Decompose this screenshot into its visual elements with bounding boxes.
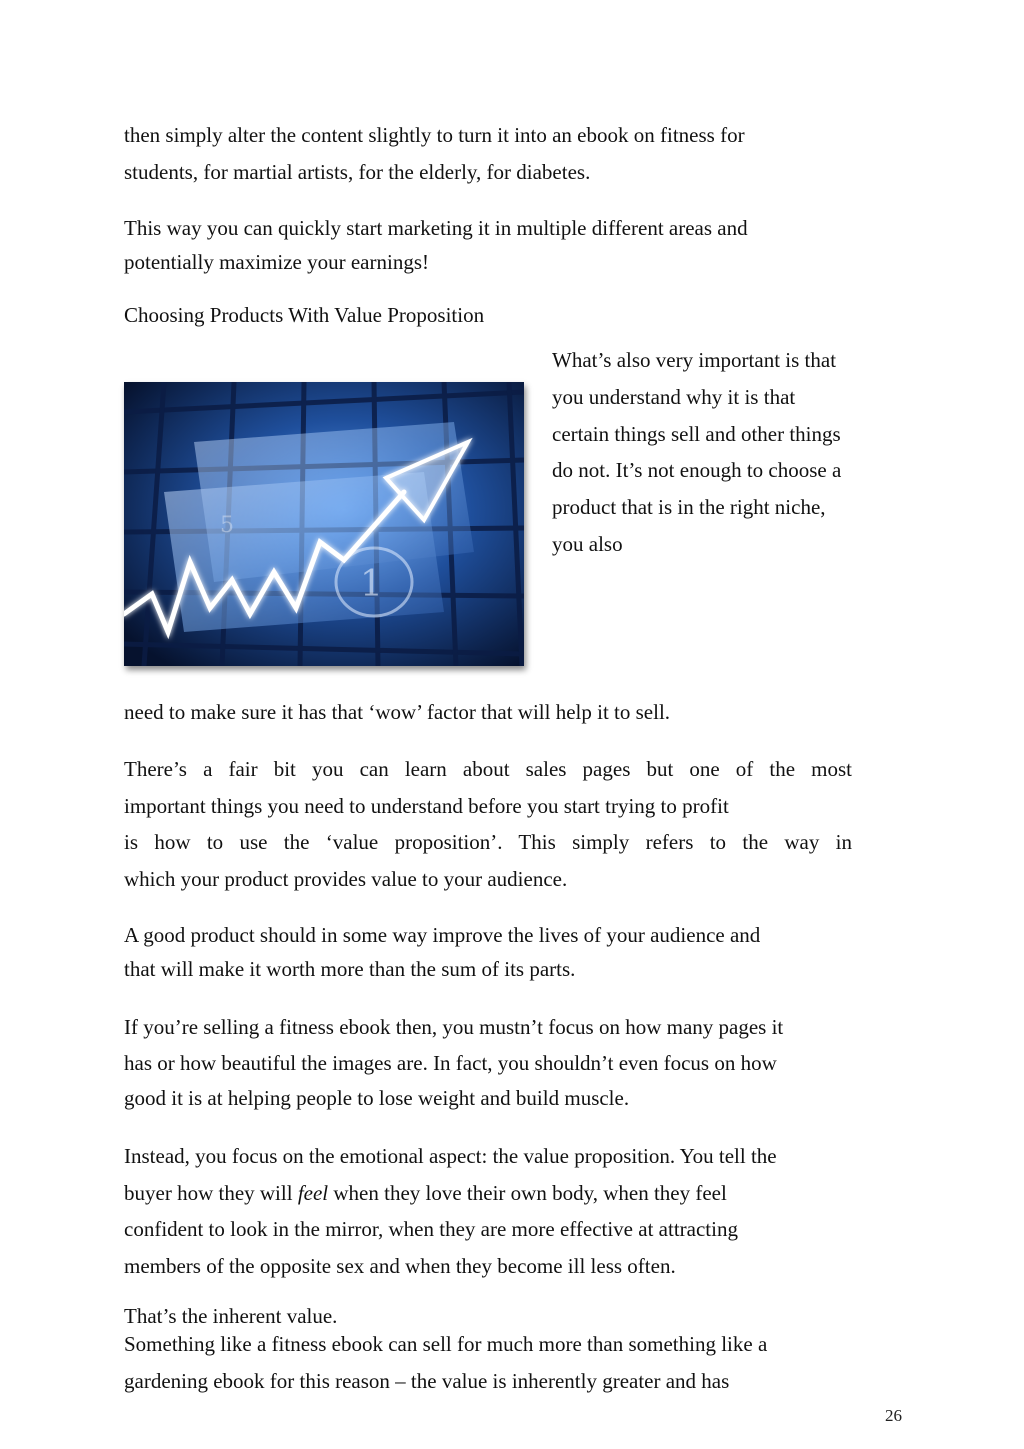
paragraph-4 <box>124 751 852 897</box>
side-line-2: you understand why it is that <box>552 384 796 409</box>
paragraph-1-line-2: students, for martial artists, for the elderly, for diabetes. <box>124 159 591 184</box>
page-number: 26 <box>885 1406 902 1425</box>
paragraph-7-line-2-before: buyer how they will <box>124 1180 298 1205</box>
side-line-6: you also <box>552 531 623 556</box>
paragraph-4-line-1: There’s a fair bit you can learn about sales pages but one of the most <box>124 757 852 781</box>
paragraph-4-line-2: important things you need to understand before you start trying to profit <box>124 793 729 818</box>
paragraph-6 <box>124 1010 783 1117</box>
paragraph-2 <box>124 211 748 279</box>
money-growth-arrow-illustration <box>124 382 524 666</box>
paragraph-7-line-1: Instead, you focus on the emotional aspect: the value proposition. You tell the <box>124 1144 777 1168</box>
svg-text:1: 1 <box>360 564 383 605</box>
paragraph-1-line-1: then simply alter the content slightly to turn it into an ebook on fitness for <box>124 123 745 147</box>
paragraph-6-line-3: good it is at helping people to lose weight and build muscle. <box>124 1086 630 1110</box>
paragraph-2-line-1: This way you can quickly start marketing it in multiple different areas and <box>124 216 748 240</box>
paragraph-9-line-2: gardening ebook for this reason – the value is inherently greater and has <box>124 1368 730 1393</box>
side-paragraph <box>552 342 841 563</box>
paragraph-7 <box>124 1138 777 1284</box>
paragraph-7-line-4: members of the opposite sex and when they become ill less often. <box>124 1253 676 1278</box>
paragraph-5-line-1: A good product should in some way improve the lives of your audience and <box>124 923 761 947</box>
paragraph-6-line-2: has or how beautiful the images are. In fact, you shouldn’t even focus on how <box>124 1050 777 1075</box>
paragraph-7-line-2-after: when they love their own body, when they feel <box>328 1180 727 1205</box>
emphasis-feel: feel <box>297 1180 329 1205</box>
paragraph-4-line-3: is how to use the ‘value proposition’. This simply refers to the way in <box>124 830 852 854</box>
paragraph-8: That’s the inherent value. <box>124 1304 338 1328</box>
paragraph-9-line-1: Something like a fitness ebook can sell for much more than something like a <box>124 1332 768 1356</box>
paragraph-7-line-2 <box>124 1181 727 1205</box>
side-line-1: What’s also very important is that <box>552 348 837 372</box>
svg-text:5: 5 <box>220 513 234 538</box>
money-growth-image <box>124 382 524 666</box>
paragraph-9 <box>124 1326 767 1399</box>
paragraph-7-line-3: confident to look in the mirror, when they are more effective at attracting <box>124 1217 738 1241</box>
paragraph-6-line-1: If you’re selling a fitness ebook then, you mustn’t focus on how many pages it <box>124 1015 784 1039</box>
paragraph-2-line-2: potentially maximize your earnings! <box>124 250 429 274</box>
paragraph-3: need to make sure it has that ‘wow’ factor that will help it to sell. <box>124 700 671 724</box>
section-heading: Choosing Products With Value Proposition <box>124 303 485 327</box>
paragraph-1 <box>124 117 745 190</box>
side-line-5: product that is in the right niche, <box>552 495 826 520</box>
side-line-4: do not. It’s not enough to choose a <box>552 458 842 483</box>
paragraph-4-line-4: which your product provides value to your audience. <box>124 866 568 891</box>
paragraph-5-line-2: that will make it worth more than the sum of its parts. <box>124 957 576 981</box>
paragraph-5 <box>124 918 760 986</box>
side-line-3: certain things sell and other things <box>552 421 841 446</box>
